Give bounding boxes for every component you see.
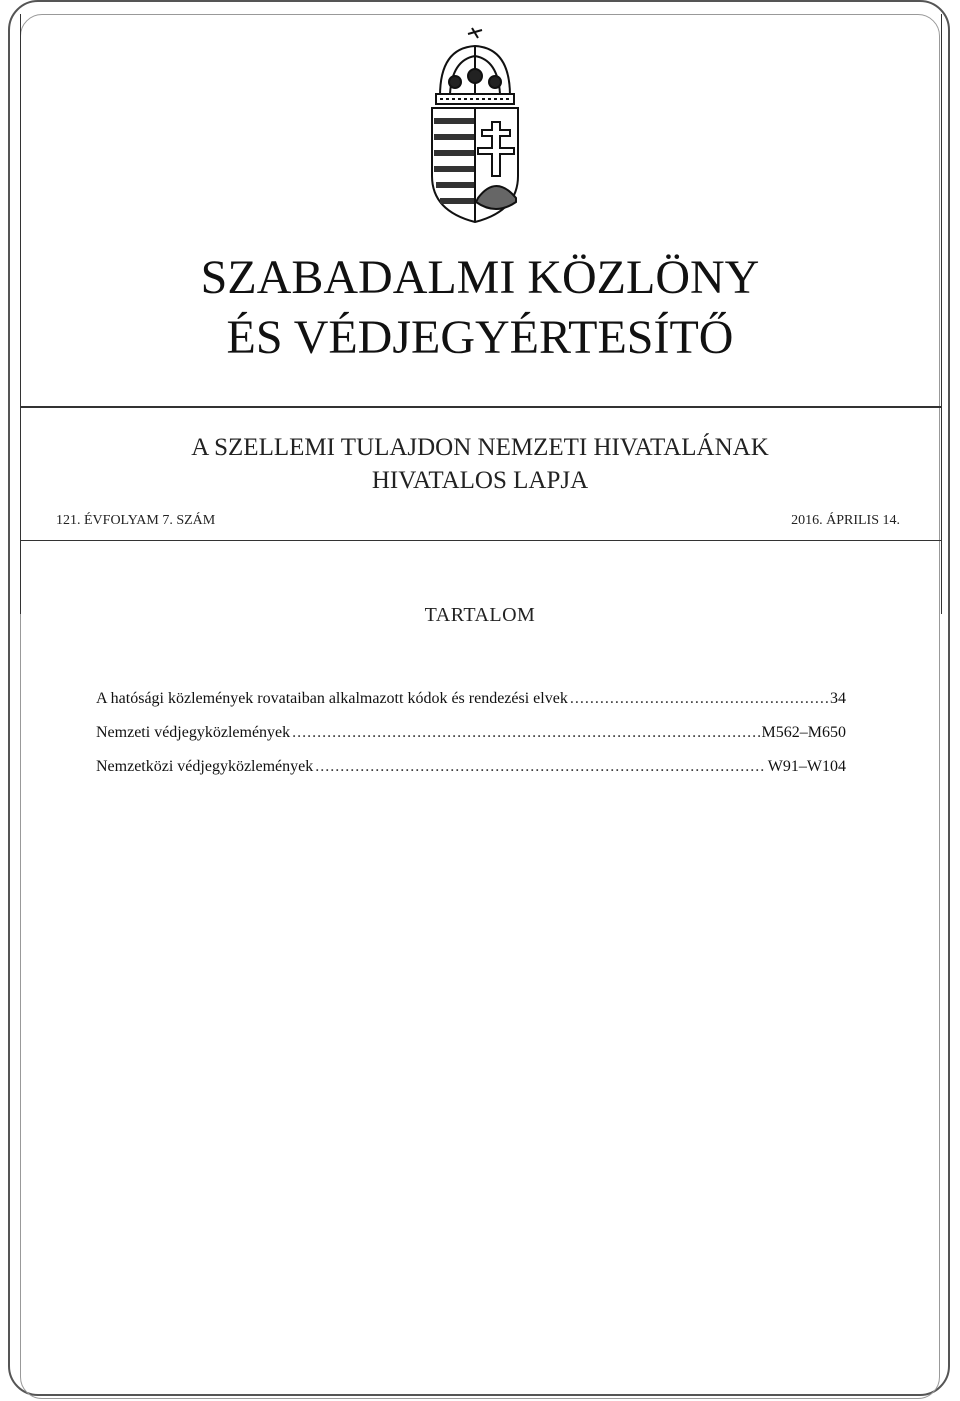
hungarian-coat-of-arms-icon — [420, 26, 530, 226]
toc-entry[interactable] — [96, 724, 846, 758]
meta-divider — [20, 540, 941, 541]
publisher-subtitle-line2: HIVATALOS LAPJA — [371, 467, 589, 494]
header-divider — [20, 406, 941, 408]
toc-entry-page: W91–W104 — [767, 758, 846, 775]
volume-number: 121. ÉVFOLYAM 7. SZÁM — [56, 513, 216, 528]
toc-entry-page: 34 — [830, 690, 846, 707]
toc-entry-label: Nemzetközi védjegyközlemények — [96, 758, 314, 775]
publisher-subtitle-line1: A SZELLEMI TULAJDON NEMZETI HIVATALÁNAK — [191, 434, 769, 461]
toc-entry-label: A hatósági közlemények rovataiban alkalmazott kódok és rendezési elvek — [96, 690, 568, 707]
table-of-contents — [96, 690, 846, 792]
publication-title-line1: SZABADALMI KÖZLÖNY — [200, 251, 760, 304]
toc-entry-label: Nemzeti védjegyközlemények — [96, 724, 291, 741]
toc-leader-dots — [292, 724, 759, 742]
toc-entry[interactable] — [96, 758, 846, 792]
toc-entry[interactable] — [96, 690, 846, 724]
toc-heading: TARTALOM — [424, 604, 536, 626]
toc-leader-dots — [570, 690, 828, 708]
toc-entry-page: M562–M650 — [761, 724, 846, 741]
toc-leader-dots — [315, 758, 766, 776]
publication-title-line2: ÉS VÉDJEGYÉRTESÍTŐ — [226, 311, 734, 364]
issue-date: 2016. ÁPRILIS 14. — [791, 513, 900, 528]
